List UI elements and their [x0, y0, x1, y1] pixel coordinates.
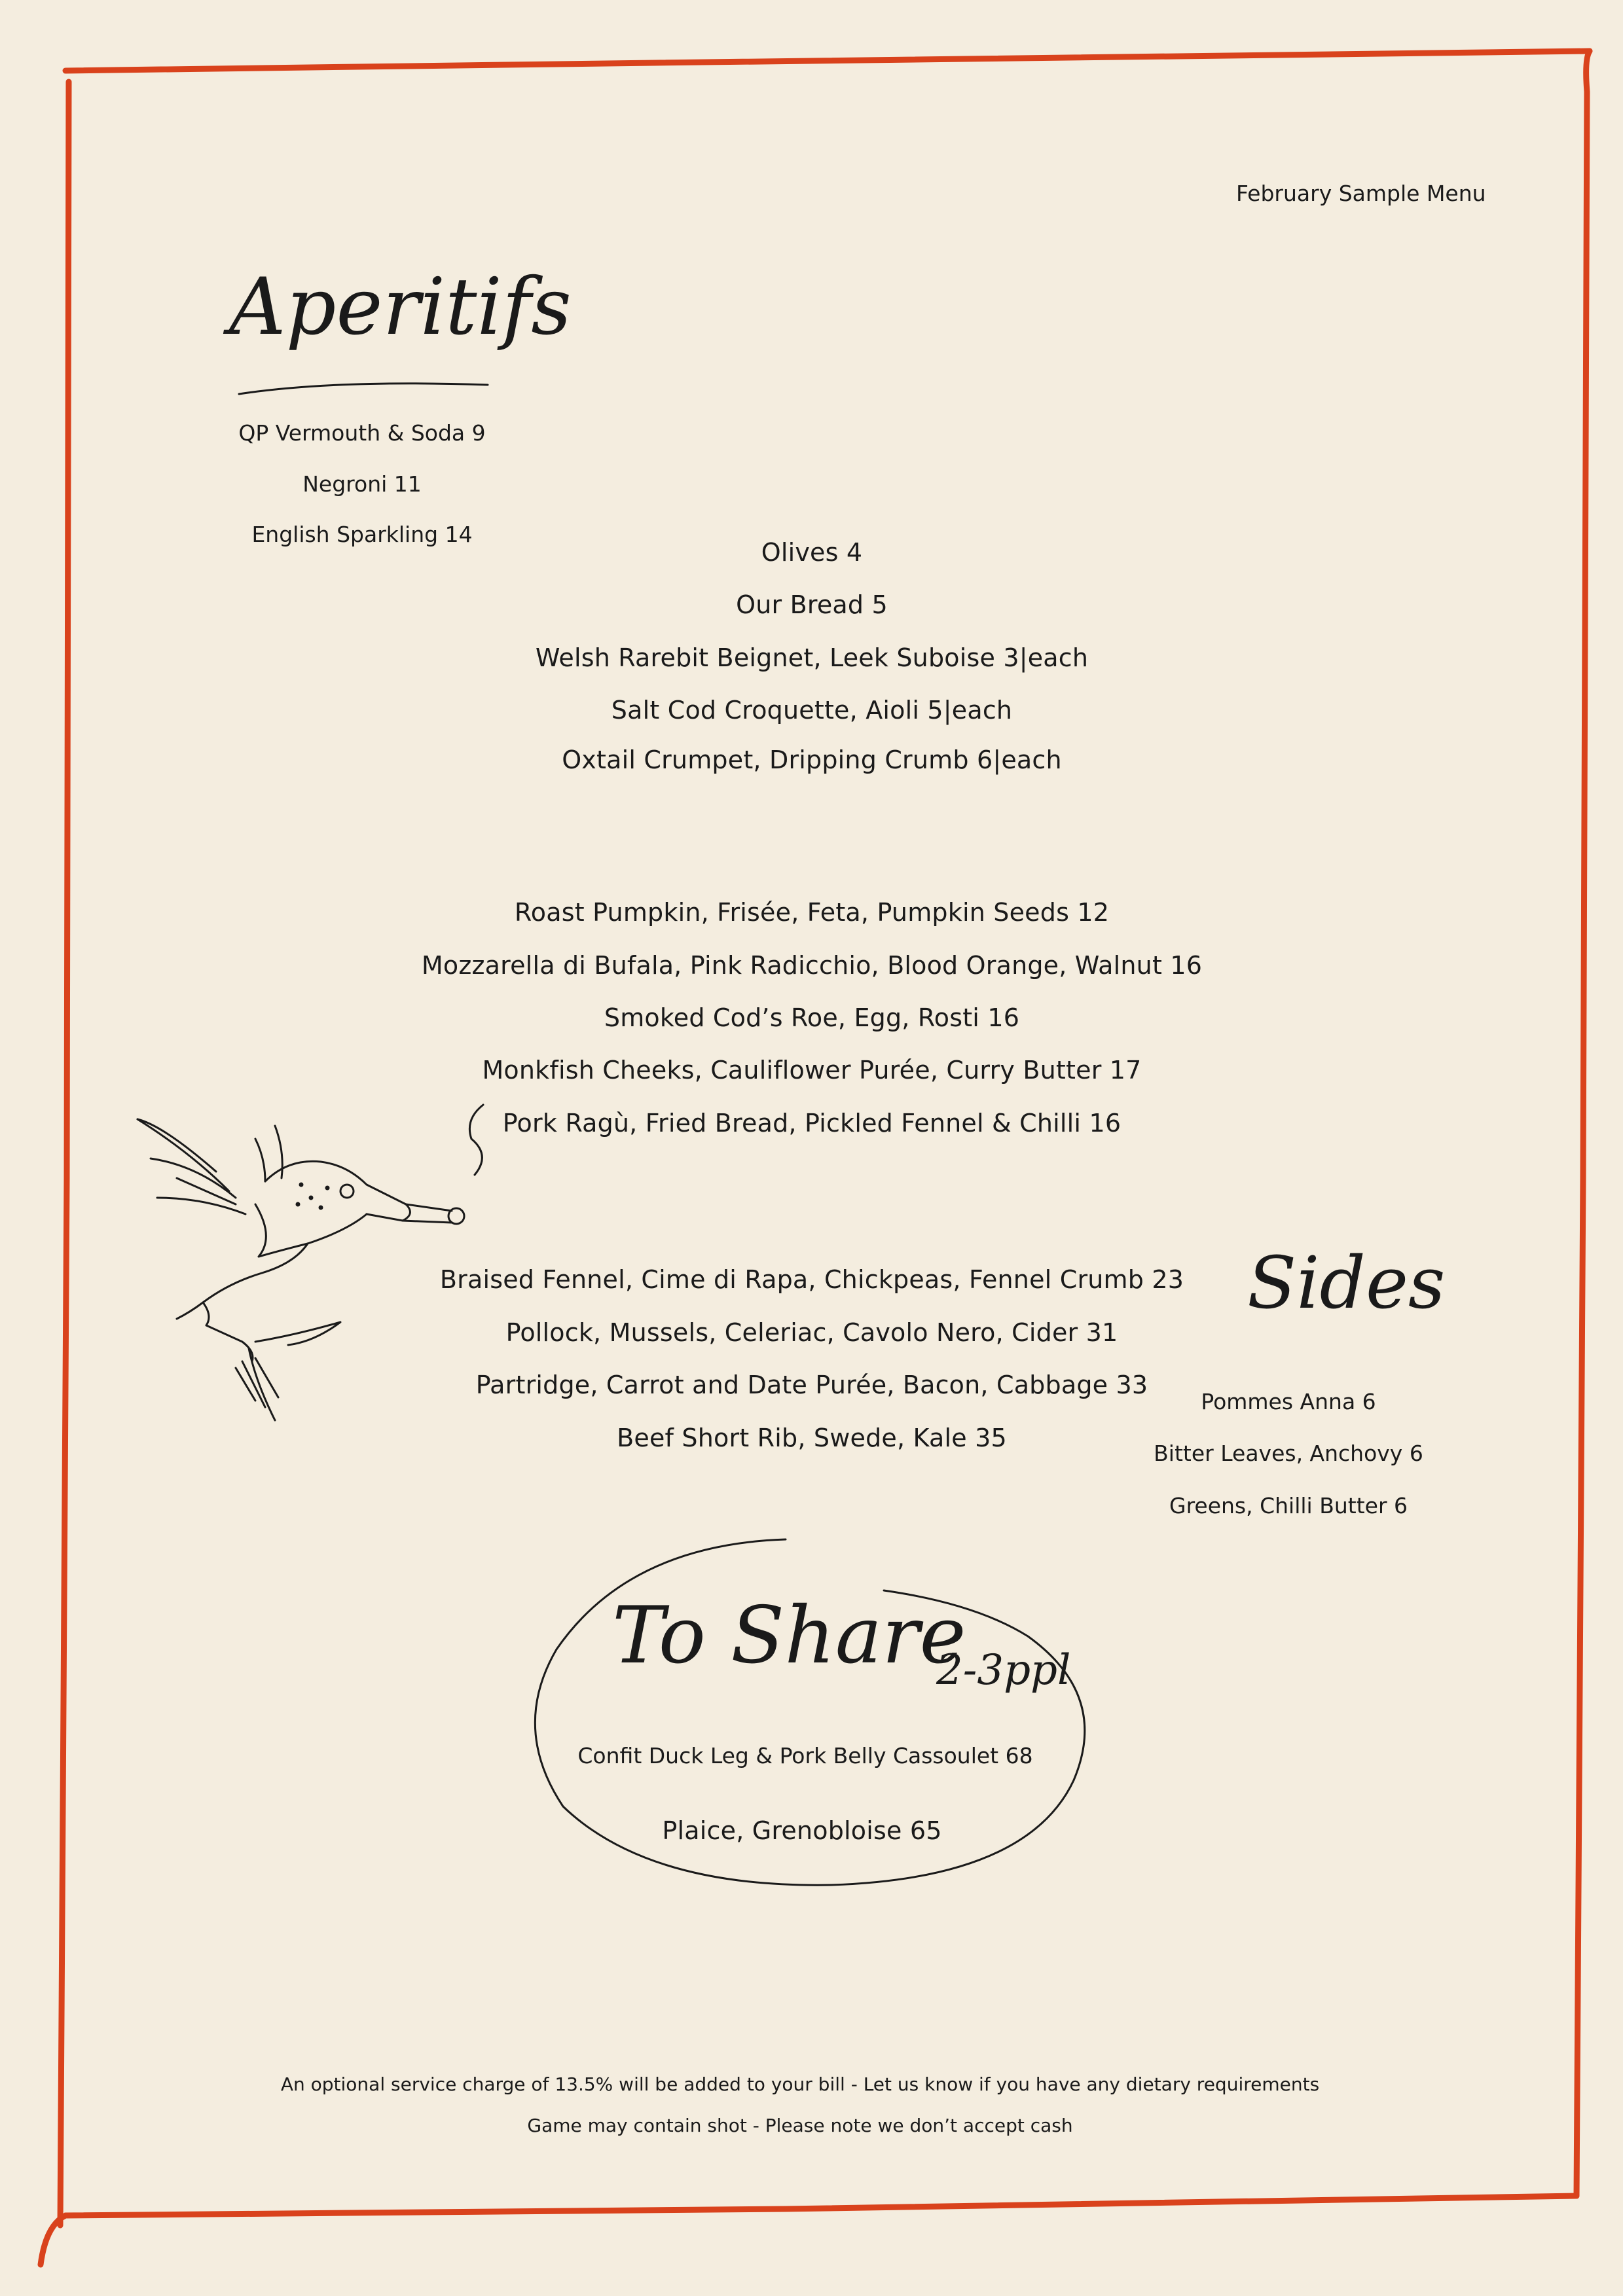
to-share-note: 2-3ppl: [936, 1646, 1071, 1695]
aperitif-item: QP Vermouth & Soda 9: [238, 420, 486, 446]
main-item: Braised Fennel, Cime di Rapa, Chickpeas, Fennel Crumb 23: [439, 1265, 1184, 1294]
main-item: Partridge, Carrot and Date Purée, Bacon, Cabbage 33: [475, 1371, 1148, 1399]
snack-item: Welsh Rarebit Beignet, Leek Suboise 3|each: [535, 643, 1089, 672]
main-item: Pollock, Mussels, Celeriac, Cavolo Nero, Cider 31: [505, 1318, 1118, 1347]
side-item: Bitter Leaves, Anchovy 6: [1154, 1441, 1423, 1466]
aperitif-item: Negroni 11: [302, 471, 422, 497]
starter-item: Pork Ragù, Fried Bread, Pickled Fennel & Chilli 16: [502, 1109, 1122, 1138]
side-item: Pommes Anna 6: [1201, 1389, 1376, 1414]
snack-item: Oxtail Crumpet, Dripping Crumb 6|each: [562, 745, 1062, 774]
starter-item: Monkfish Cheeks, Cauliflower Purée, Curry Butter 17: [482, 1056, 1142, 1085]
menu-title: February Sample Menu: [1236, 181, 1486, 206]
snack-item: Olives 4: [761, 538, 863, 567]
aperitif-item: English Sparkling 14: [251, 522, 473, 547]
to-share-heading: To Share: [612, 1590, 966, 1681]
aperitifs-underline: [236, 373, 491, 399]
starter-item: Roast Pumpkin, Frisée, Feta, Pumpkin Seeds 12: [514, 898, 1110, 927]
main-item: Beef Short Rib, Swede, Kale 35: [617, 1424, 1007, 1452]
snack-item: Salt Cod Croquette, Aioli 5|each: [611, 696, 1013, 725]
side-item: Greens, Chilli Butter 6: [1169, 1493, 1408, 1518]
share-item: Confit Duck Leg & Pork Belly Cassoulet 68: [577, 1743, 1033, 1768]
starter-item: Mozzarella di Bufala, Pink Radicchio, Blood Orange, Walnut 16: [421, 951, 1203, 980]
aperitifs-heading: Aperitifs: [229, 262, 572, 353]
share-item: Plaice, Grenobloise 65: [662, 1816, 942, 1845]
footer-notice: Game may contain shot - Please note we don’t accept cash: [527, 2115, 1073, 2136]
snack-item: Our Bread 5: [736, 590, 888, 619]
starter-item: Smoked Cod’s Roe, Egg, Rosti 16: [604, 1003, 1020, 1032]
sides-heading: Sides: [1247, 1241, 1446, 1325]
footer-service-charge: An optional service charge of 13.5% will be added to your bill - Let us know if you have any dietary requirements: [280, 2073, 1320, 2095]
